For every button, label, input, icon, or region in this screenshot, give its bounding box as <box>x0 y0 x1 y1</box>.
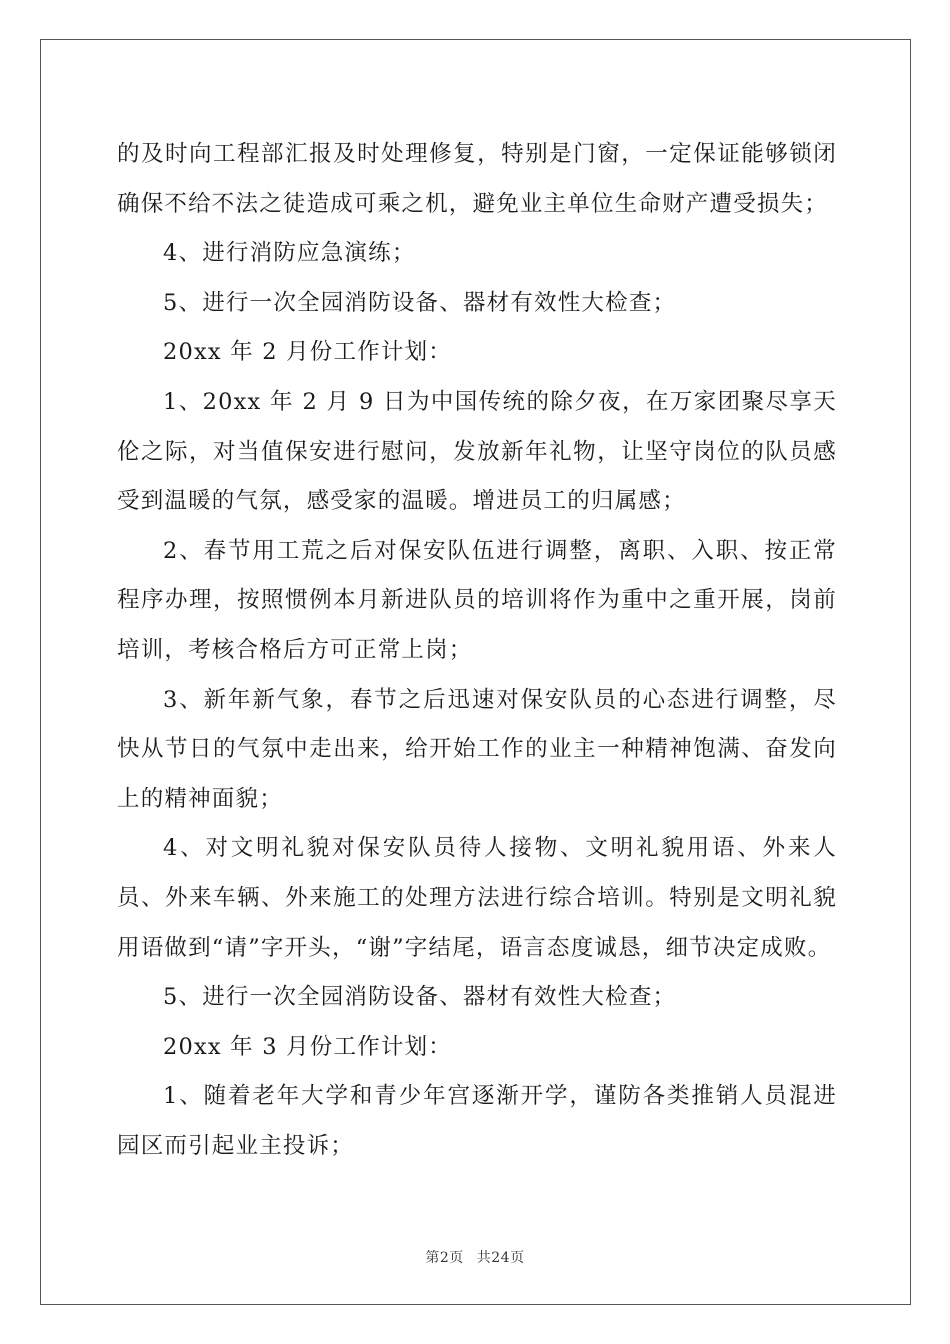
paragraph-item-4-drill: 4、进行消防应急演练； <box>163 240 416 267</box>
paragraph-feb-item-1: 1、20xx 年 2 月 9 日为中国传统的除夕夜，在万家团聚尽享天伦之际，对当值保安进行慰问，发放新年礼物，让坚守岗位的队员感受到温暖的气氛，感受家的温暖。增进员工的归属感； <box>117 388 837 515</box>
paragraph-feb-item-3: 3、新年新气象，春节之后迅速对保安队员的心态进行调整，尽快从节日的气氛中走出来，给开始工作的业主一种精神饱满、奋发向上的精神面貌； <box>117 686 837 812</box>
section-heading-february: 20xx 年 2 月份工作计划： <box>163 339 452 366</box>
paragraph-feb-item-4: 4、对文明礼貌对保安队员待人接物、文明礼貌用语、外来人员、外来车辆、外来施工的处理方法进行综合培训。特别是文明礼貌用语做到“请”字开头，“谢”字结尾，语言态度诚恳，细节决定成败。 <box>117 835 837 961</box>
paragraph-feb-item-2: 2、春节用工荒之后对保安队伍进行调整，离职、入职、按正常程序办理，按照惯例本月新进队员的培训将作为重中之重开展，岗前培训，考核合格后方可正常上岗； <box>117 537 837 663</box>
page-footer <box>0 1247 950 1267</box>
document-body <box>117 130 837 1171</box>
paragraph-mar-item-1: 1、随着老年大学和青少年宫逐渐开学，谨防各类推销人员混进园区而引起业主投诉； <box>117 1083 837 1159</box>
page-total: 共24页 <box>476 1250 525 1266</box>
paragraph-continuation: 的及时向工程部汇报及时处理修复，特别是门窗，一定保证能够锁闭确保不给不法之徒造成可乘之机，避免业主单位生命财产遭受损失； <box>117 141 837 217</box>
paragraph-item-5-inspection: 5、进行一次全园消防设备、器材有效性大检查； <box>163 289 677 316</box>
page-number: 第2页 <box>425 1250 464 1266</box>
section-heading-march: 20xx 年 3 月份工作计划： <box>163 1033 452 1060</box>
paragraph-feb-item-5: 5、进行一次全园消防设备、器材有效性大检查； <box>163 984 677 1011</box>
